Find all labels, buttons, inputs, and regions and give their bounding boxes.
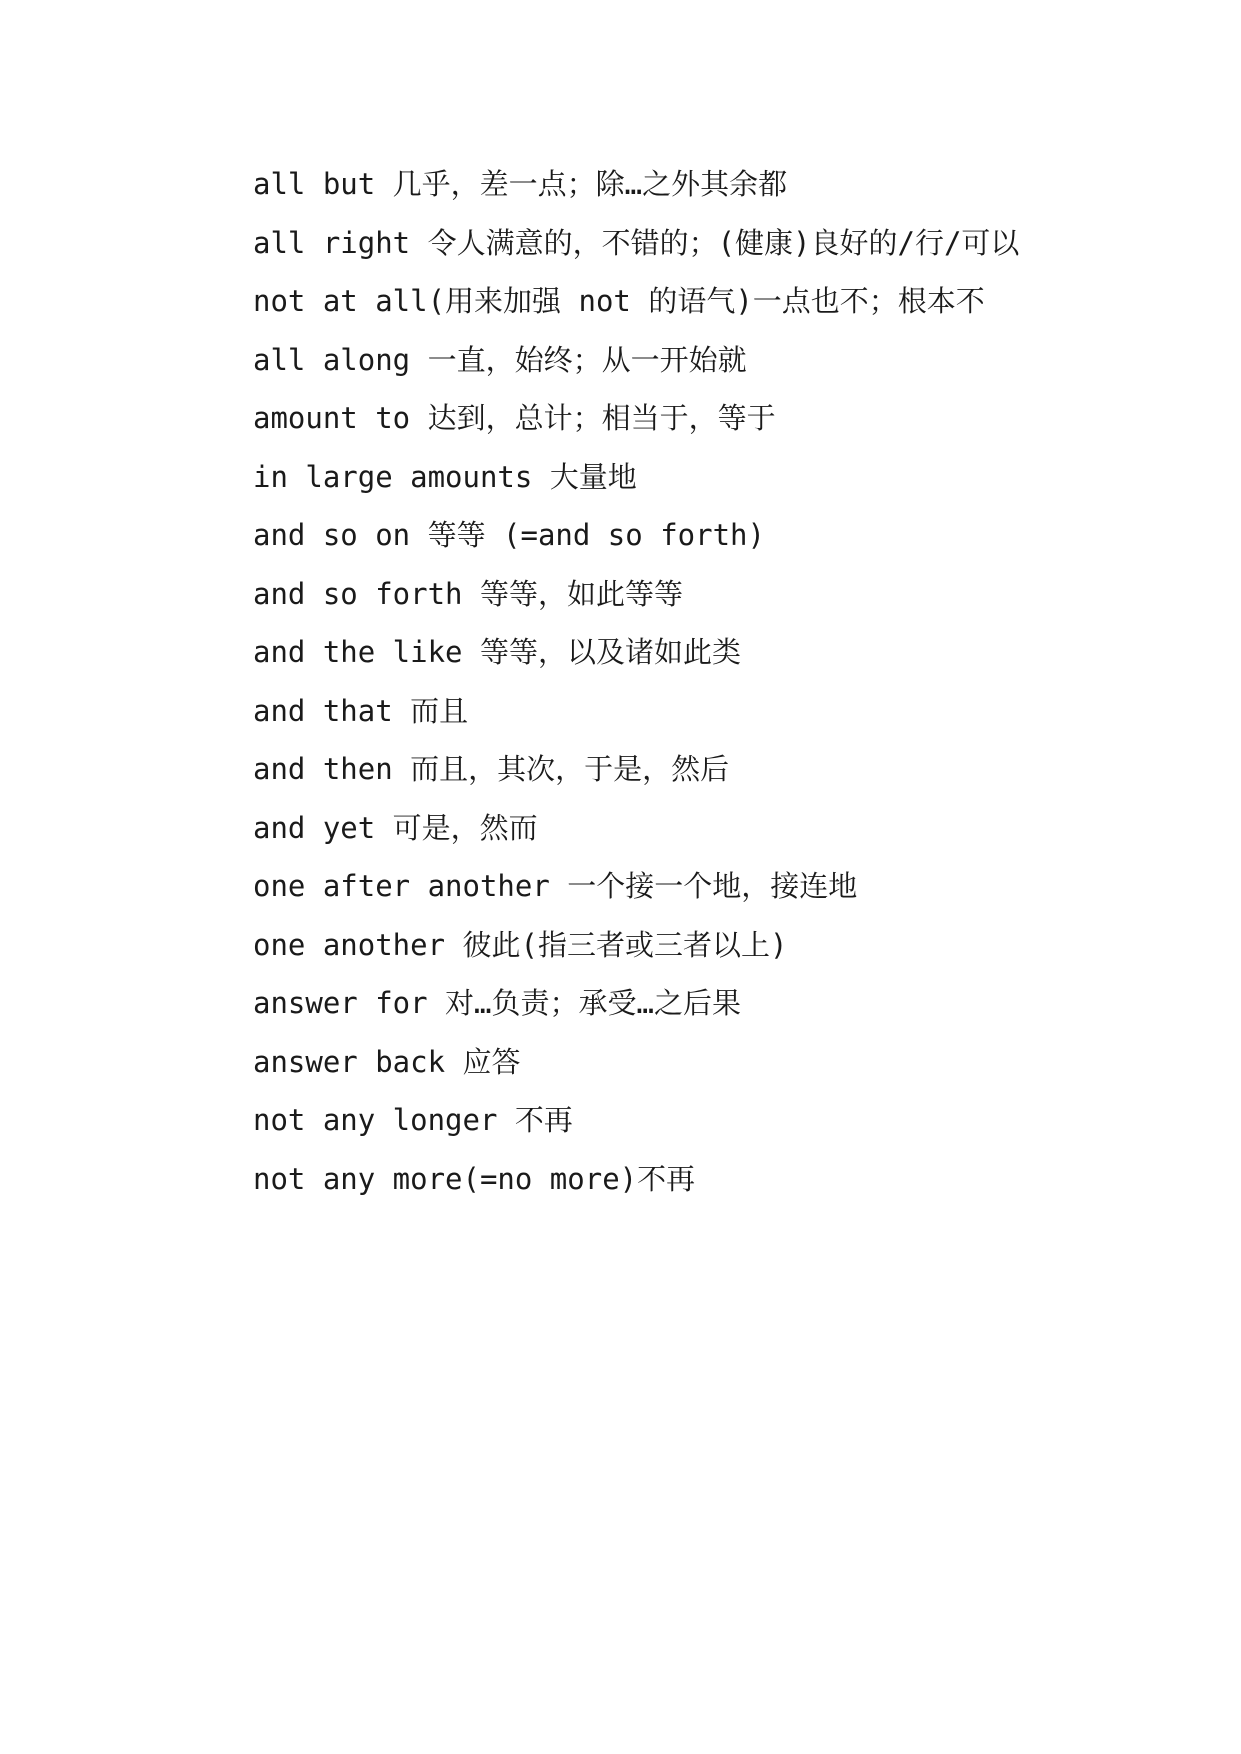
phrase-line: and so forth 等等，如此等等 bbox=[253, 576, 683, 611]
phrase-line: amount to 达到，总计；相当于，等于 bbox=[253, 401, 776, 435]
phrase-line: not any longer 不再 bbox=[253, 1103, 573, 1137]
phrase-line: and so on 等等 (=and so forth) bbox=[253, 518, 765, 552]
phrase-line: and then 而且，其次，于是，然后 bbox=[253, 752, 730, 786]
phrase-line: one another 彼此(指三者或三者以上) bbox=[253, 927, 788, 962]
phrase-line: all along 一直，始终；从一开始就 bbox=[253, 342, 747, 377]
phrase-line: all but 几乎，差一点；除…之外其余都 bbox=[253, 167, 788, 201]
phrase-line: and the like 等等，以及诸如此类 bbox=[253, 635, 741, 669]
phrase-line: in large amounts 大量地 bbox=[253, 459, 637, 494]
phrase-line: and yet 可是，然而 bbox=[253, 810, 538, 845]
phrase-line: not any more(=no more)不再 bbox=[253, 1161, 696, 1196]
phrase-line: not at all(用来加强 not 的语气)一点也不；根本不 bbox=[253, 284, 985, 318]
document-body bbox=[190, 155, 1050, 1208]
phrase-line: one after another 一个接一个地，接连地 bbox=[253, 869, 858, 903]
phrase-line: all right 令人满意的，不错的；(健康)良好的/行/可以 bbox=[253, 225, 1020, 260]
phrase-line: answer for 对…负责；承受…之后果 bbox=[253, 986, 741, 1020]
phrase-line: and that 而且 bbox=[253, 693, 469, 728]
phrase-line: answer back 应答 bbox=[253, 1044, 521, 1079]
